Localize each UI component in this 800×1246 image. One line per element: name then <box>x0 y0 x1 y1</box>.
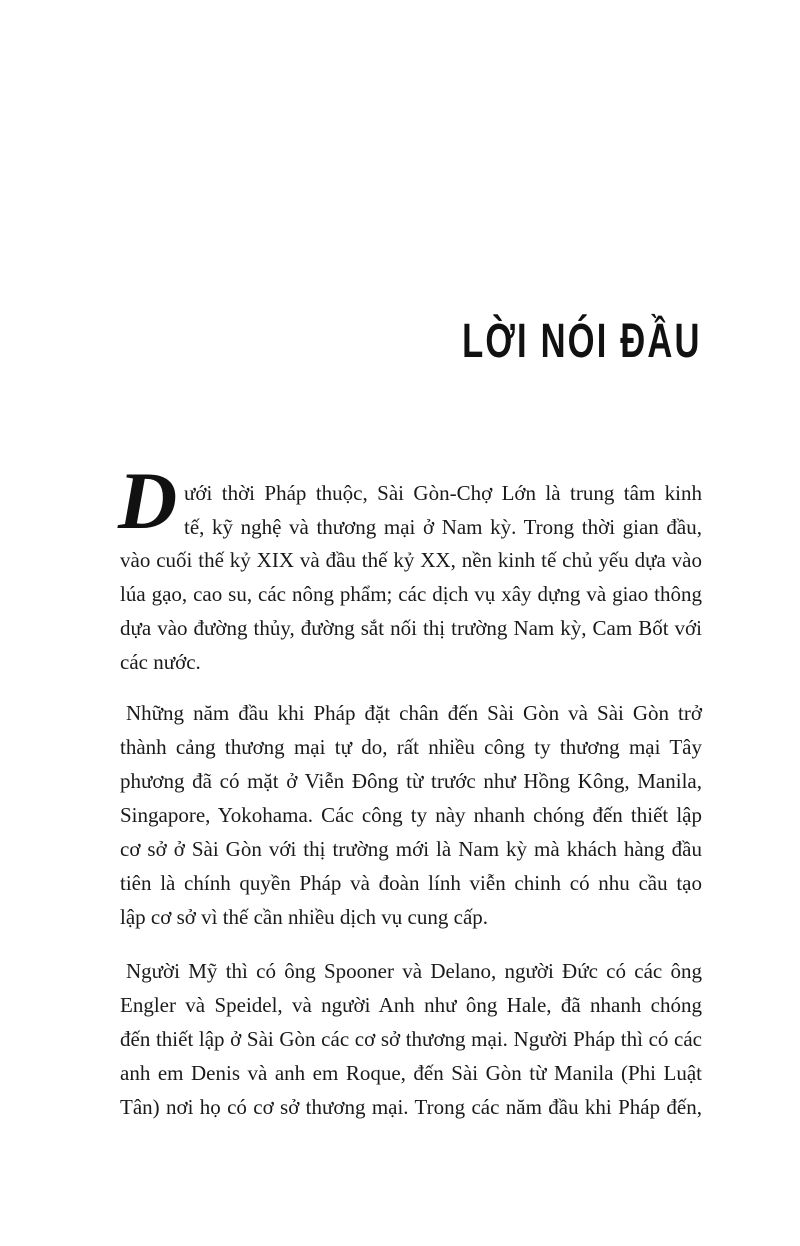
drop-cap: D <box>118 455 178 546</box>
text-line: Tân) nơi họ có cơ sở thương mại. Trong các năm đầu khi Pháp đến, <box>120 1095 702 1119</box>
text-line: đến thiết lập ở Sài Gòn các cơ sở thương mại. Người Pháp thì có các <box>120 1027 702 1051</box>
text-line: dựa vào đường thủy, đường sắt nối thị trường Nam kỳ, Cam Bốt với <box>120 616 702 640</box>
text-line: Những năm đầu khi Pháp đặt chân đến Sài Gòn và Sài Gòn trở <box>126 701 702 725</box>
text-line: vào cuối thế kỷ XIX và đầu thế kỷ XX, nền kinh tế chủ yếu dựa vào <box>120 548 702 572</box>
text-line: phương đã có mặt ở Viễn Đông từ trước như Hồng Kông, Manila, <box>120 769 702 793</box>
text-line: lúa gạo, cao su, các nông phẩm; các dịch vụ xây dựng và giao thông <box>120 582 702 606</box>
text-line: tế, kỹ nghệ và thương mại ở Nam kỳ. Trong thời gian đầu, <box>184 515 702 539</box>
page-title: LỜI NÓI ĐẦU <box>462 315 702 368</box>
text-line: cơ sở ở Sài Gòn với thị trường mới là Nam kỳ mà khách hàng đầu <box>120 837 702 861</box>
text-line: Singapore, Yokohama. Các công ty này nhanh chóng đến thiết lập <box>120 803 702 827</box>
text-line: các nước. <box>120 650 201 674</box>
text-line: tiên là chính quyền Pháp và đoàn lính viễn chinh có nhu cầu tạo <box>120 871 702 895</box>
text-line: lập cơ sở vì thế cần nhiều dịch vụ cung cấp. <box>120 905 489 929</box>
text-line: ưới thời Pháp thuộc, Sài Gòn-Chợ Lớn là trung tâm kinh <box>184 481 702 505</box>
text-line: Người Mỹ thì có ông Spooner và Delano, người Đức có các ông <box>126 959 702 983</box>
text-line: Engler và Speidel, và người Anh như ông Hale, đã nhanh chóng <box>120 993 702 1017</box>
text-line: thành cảng thương mại tự do, rất nhiều công ty thương mại Tây <box>120 735 702 759</box>
text-line: anh em Denis và anh em Roque, đến Sài Gòn từ Manila (Phi Luật <box>120 1061 702 1085</box>
